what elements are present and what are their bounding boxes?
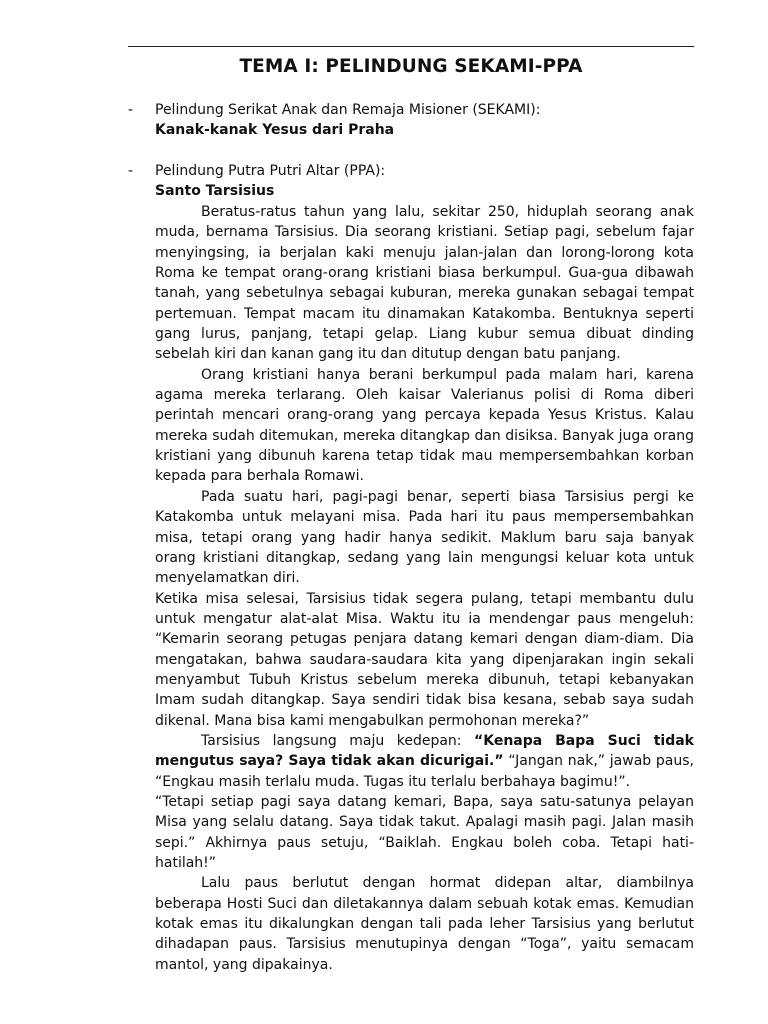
story-body [155,202,694,975]
paragraph: Lalu paus berlutut dengan hormat didepan altar, diambilnya beberapa Hosti Suci dan diletakannya dalam sebuah kotak emas. Kemudian kotak emas itu dikalungkan dengan tali pada leher Tarsisius yang berlutut dihadapan paus. Tarsisius menutupinya dengan “Toga”, yaitu semacam mantol, yang dipakainya. [155,875,694,973]
bold-quote: “Kenapa Bapa Suci tidak mengutus saya? Saya tidak akan dicurigai.” [155,732,694,770]
page-title: TEMA I: PELINDUNG SEKAMI-PPA [239,56,583,77]
paragraph: “Tetapi setiap pagi saya datang kemari, Bapa, saya satu-satunya pelayan Misa yang selalu datang. Saya tidak takut. Apalagi masih pagi. Jalan masih sepi.” Akhirnya paus setuju, “Baiklah. Engkau boleh coba. Tetapi hati-hatilah!” [155,793,694,871]
paragraph-with-quote [155,731,694,792]
paragraph: Pada suatu hari, pagi-pagi benar, seperti biasa Tarsisius pergi ke Katakomba untuk melayani misa. Pada hari itu paus mempersembahkan misa, tetapi orang yang hadir hanya sedikit. Maklum baru saja banyak orang kristiani ditangkap, sedang yang lain mengungsi keluar kota untuk menyelamatkan diri. [155,488,694,587]
paragraph: Beratus-ratus tahun yang lalu, sekitar 250, hiduplah seorang anak muda, bernama Tarsisius. Dia seorang kristiani. Setiap pagi, sebelum fajar menyingsing, ia berjalan kaki menuju jalan-jalan dan lorong-lorong kota Roma ke tempat orang-orang kristiani biasa berkumpul. Gua-gua dibawah tanah, yang sebetulnya sebagai kuburan, mereka gunakan sebagai tempat pertemuan. Tempat macam itu dinamakan Katakomba. Bentuknya seperti gang lurus, panjang, tetapi gelap. Liang kubur semua dibuat dinding sebelah kiri dan kanan gang itu dan ditutup dengan batu panjang. [155,204,694,363]
bullet-sekami-label: Pelindung Serikat Anak dan Remaja Misioner (SEKAMI): [155,102,541,118]
bullet-sekami-name: Kanak-kanak Yesus dari Praha [155,122,395,139]
paragraph-text: “Jangan nak,” jawab paus, “Engkau masih terlalu muda. Tugas itu terlalu berbahaya bagimu!”. [155,753,694,790]
bullet-dash: - [128,163,134,179]
header-rule [128,46,694,47]
paragraph-text: Tarsisius langsung maju kedepan: [201,732,475,749]
bullet-sekami [128,100,694,141]
paragraph: Ketika misa selesai, Tarsisius tidak segera pulang, tetapi membantu dulu untuk mengatur alat-alat Misa. Waktu itu ia mendengar paus mengeluh: “Kemarin seorang petugas penjara datang kemari dengan diam-diam. Dia mengatakan, bahwa saudara-saudara kita yang dipenjarakan ingin sekali menyambut Tubuh Kristus sebelum mereka dibunuh, tetapi kebanyakan Imam sudah ditangkap. Saya sendiri tidak bisa kesana, sebab saya sudah dikenal. Mana bisa kami mengabulkan permohonan mereka?” [155,590,694,729]
bullet-ppa [128,161,694,202]
bullet-dash: - [128,102,134,118]
bullet-ppa-name: Santo Tarsisius [155,183,275,200]
bullet-ppa-label: Pelindung Putra Putri Altar (PPA): [155,163,386,179]
paragraph: Orang kristiani hanya berani berkumpul pada malam hari, karena agama mereka terlarang. Oleh kaisar Valerianus polisi di Roma diberi perintah mencari orang-orang yang percaya kepada Yesus Kristus. Kalau mereka sudah ditemukan, mereka ditangkap dan disiksa. Banyak juga orang kristiani yang dibunuh karena tetap tidak mau mempersembahkan korban kepada para berhala Romawi. [155,366,694,485]
